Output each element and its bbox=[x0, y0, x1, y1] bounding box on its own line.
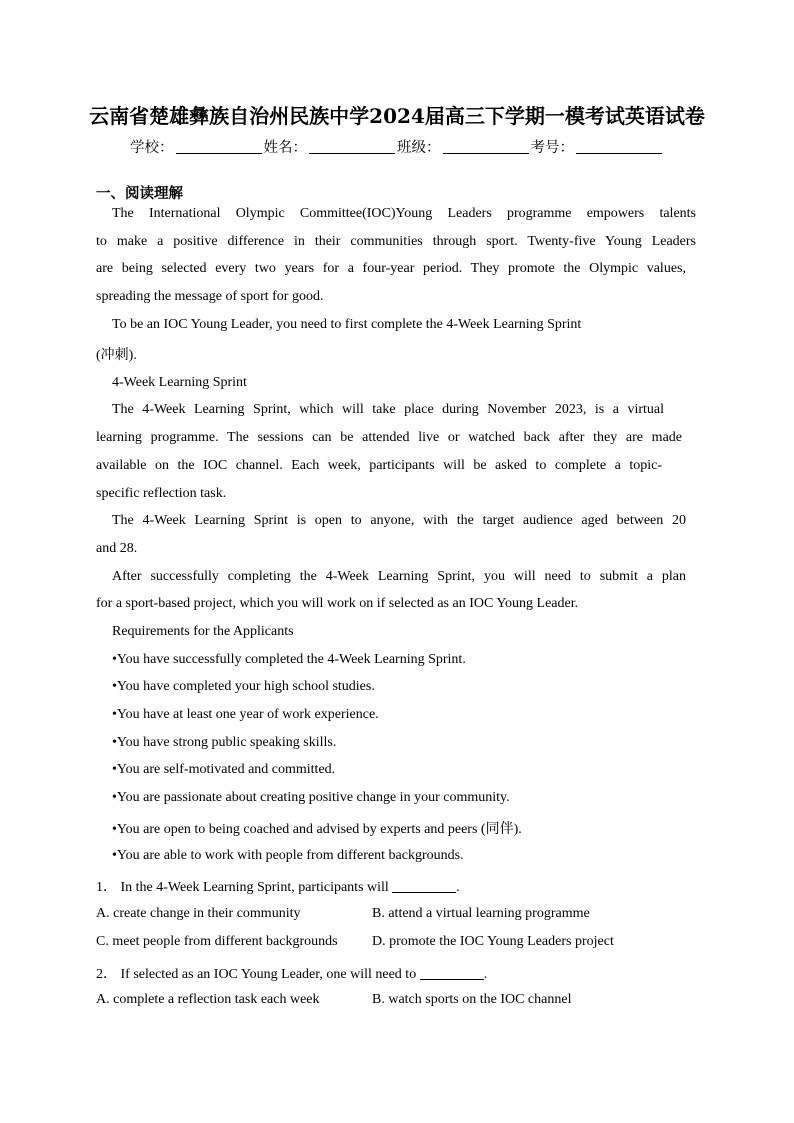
passage-line: The 4-Week Learning Sprint, which will take place during November 2023, is a virtual bbox=[112, 402, 664, 417]
question-stem: 1． In the 4-Week Learning Sprint, participants will . bbox=[96, 880, 460, 895]
option-d[interactable]: D. promote the IOC Young Leaders project bbox=[372, 934, 614, 949]
page-title: 云南省楚雄彝族自治州民族中学2024届高三下学期一模考试英语试卷 bbox=[89, 104, 705, 128]
school-blank[interactable] bbox=[176, 138, 262, 154]
requirement-item: •You are self-motivated and committed. bbox=[112, 762, 336, 777]
passage-line: specific reflection task. bbox=[96, 486, 227, 501]
option-a[interactable]: A. create change in their community bbox=[96, 906, 301, 921]
answer-blank[interactable] bbox=[392, 878, 456, 893]
question-stem: 2． If selected as an IOC Young Leader, one will need to . bbox=[96, 967, 488, 982]
passage-line: are being selected every two years for a four-year period. They promote the Olympic values, bbox=[96, 261, 686, 276]
number-blank[interactable] bbox=[576, 138, 662, 154]
name-label: 姓名： bbox=[263, 140, 307, 156]
passage-line: To be an IOC Young Leader, you need to first complete the 4-Week Learning Sprint bbox=[112, 317, 582, 332]
option-c[interactable]: C. meet people from different backgrounds bbox=[96, 934, 338, 949]
requirement-item: •You have strong public speaking skills. bbox=[112, 735, 337, 750]
passage-line: available on the IOC channel. Each week, participants will be asked to complete a topic- bbox=[96, 458, 662, 473]
passage-line: spreading the message of sport for good. bbox=[96, 289, 324, 304]
passage-line: and 28. bbox=[96, 541, 138, 556]
number-label: 考号： bbox=[530, 140, 574, 156]
passage-line: learning programme. The sessions can be attended live or watched back after they are made bbox=[96, 430, 682, 445]
requirement-item: •You are passionate about creating positive change in your community. bbox=[112, 790, 510, 805]
passage-line: The International Olympic Committee(IOC)Young Leaders programme empowers talents bbox=[112, 206, 696, 221]
option-b[interactable]: B. watch sports on the IOC channel bbox=[372, 992, 572, 1007]
passage-line: (冲刺). bbox=[96, 348, 137, 363]
name-blank[interactable] bbox=[309, 138, 395, 154]
passage-line: for a sport-based project, which you will work on if selected as an IOC Young Leader. bbox=[96, 596, 579, 611]
class-blank[interactable] bbox=[443, 138, 529, 154]
option-b[interactable]: B. attend a virtual learning programme bbox=[372, 906, 590, 921]
passage-line: After successfully completing the 4-Week Learning Sprint, you will need to submit a plan bbox=[112, 569, 686, 584]
answer-blank[interactable] bbox=[420, 965, 484, 980]
passage-line: The 4-Week Learning Sprint is open to anyone, with the target audience aged between 20 bbox=[112, 513, 686, 528]
requirement-item: •You are able to work with people from different backgrounds. bbox=[112, 848, 464, 863]
requirement-item: •You have completed your high school studies. bbox=[112, 679, 375, 694]
requirement-item: •You have at least one year of work experience. bbox=[112, 707, 379, 722]
student-info-line bbox=[0, 136, 794, 157]
requirement-item: •You are open to being coached and advised by experts and peers (同伴). bbox=[112, 822, 522, 837]
school-label: 学校： bbox=[130, 140, 174, 156]
requirement-item: •You have successfully completed the 4-Week Learning Sprint. bbox=[112, 652, 466, 667]
class-label: 班级： bbox=[397, 140, 441, 156]
passage-subheading: 4-Week Learning Sprint bbox=[112, 375, 247, 390]
section-heading: 一、阅读理解 bbox=[96, 186, 183, 202]
passage-line: to make a positive difference in their communities through sport. Twenty-five Young Leaders bbox=[96, 234, 696, 249]
option-a[interactable]: A. complete a reflection task each week bbox=[96, 992, 320, 1007]
requirements-heading: Requirements for the Applicants bbox=[112, 624, 294, 639]
